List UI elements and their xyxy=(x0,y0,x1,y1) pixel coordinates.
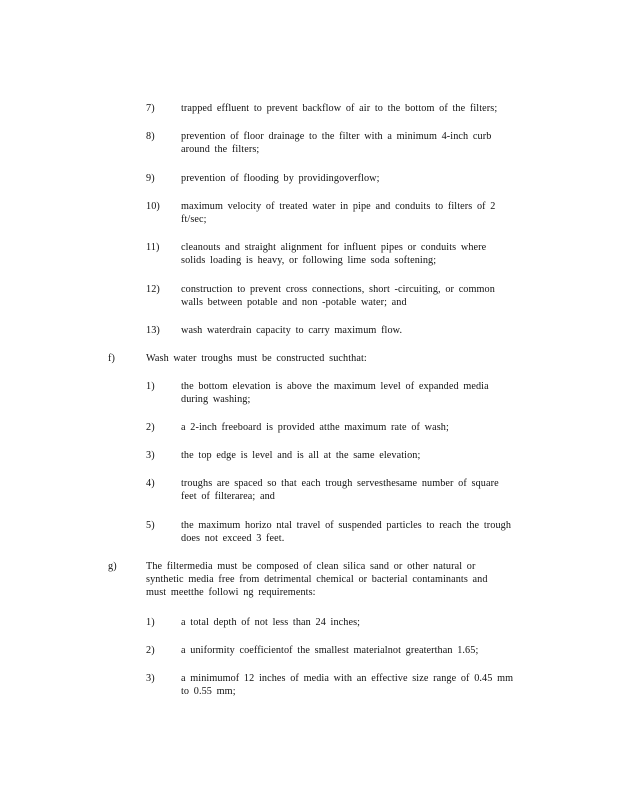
list-item-number: 1) xyxy=(146,381,155,392)
list-item-number: 2) xyxy=(146,422,155,433)
list-item-text: cleanouts and straight alignment for influent pipes or conduits where solids loading is heavy, or following lime soda softening; xyxy=(181,242,487,266)
list-item-text: the bottom elevation is above the maximum level of expanded media during washing; xyxy=(181,381,489,405)
list-item-number: 11) xyxy=(146,242,160,253)
section-letter: f) xyxy=(108,353,115,364)
list-item-number: 13) xyxy=(146,325,160,336)
list-item-number: 5) xyxy=(146,520,155,531)
list-item-number: 9) xyxy=(146,173,155,184)
list-item-number: 12) xyxy=(146,284,160,295)
list-item-text: prevention of flooding by providingoverflow; xyxy=(181,173,380,184)
list-item-text: trapped effluent to prevent backflow of air to the bottom of the filters; xyxy=(181,103,498,114)
list-item-number: 1) xyxy=(146,617,155,628)
list-item-number: 3) xyxy=(146,450,155,461)
list-item-number: 8) xyxy=(146,131,155,142)
list-item-text: prevention of floor drainage to the filter with a minimum 4-inch curb around the filters; xyxy=(181,131,492,155)
section-letter: g) xyxy=(108,561,117,572)
list-item-number: 10) xyxy=(146,201,160,212)
list-item-text: a minimumof 12 inches of media with an effective size range of 0.45 mm to 0.55 mm; xyxy=(181,673,514,697)
list-item-text: a total depth of not less than 24 inches; xyxy=(181,617,361,628)
list-item-number: 3) xyxy=(146,673,155,684)
list-item-text: the top edge is level and is all at the same elevation; xyxy=(181,450,421,461)
list-item-text: wash waterdrain capacity to carry maximum flow. xyxy=(181,325,403,336)
section-text: Wash water troughs must be constructed suchthat: xyxy=(146,353,367,364)
list-item-number: 2) xyxy=(146,645,155,656)
list-item-text: a 2-inch freeboard is provided atthe maximum rate of wash; xyxy=(181,422,449,433)
list-item-text: a uniformity coefficientof the smallest materialnot greaterthan 1.65; xyxy=(181,645,479,656)
list-item-text: troughs are spaced so that each trough servesthesame number of square feet of filterarea; and xyxy=(181,478,499,502)
list-item-text: maximum velocity of treated water in pipe and conduits to filters of 2 ft/sec; xyxy=(181,201,496,225)
list-item-text: construction to prevent cross connections, short -circuiting, or common walls between potable and non -potable water; and xyxy=(181,284,495,308)
list-item-number: 4) xyxy=(146,478,155,489)
section-text: The filtermedia must be composed of clean silica sand or other natural or synthetic media free from detrimental chemical or bacterial contaminants and must meetthe followi ng requirements: xyxy=(146,561,488,598)
list-item-text: the maximum horizo ntal travel of suspended particles to reach the trough does not exceed 3 feet. xyxy=(181,520,512,544)
list-item-number: 7) xyxy=(146,103,155,114)
